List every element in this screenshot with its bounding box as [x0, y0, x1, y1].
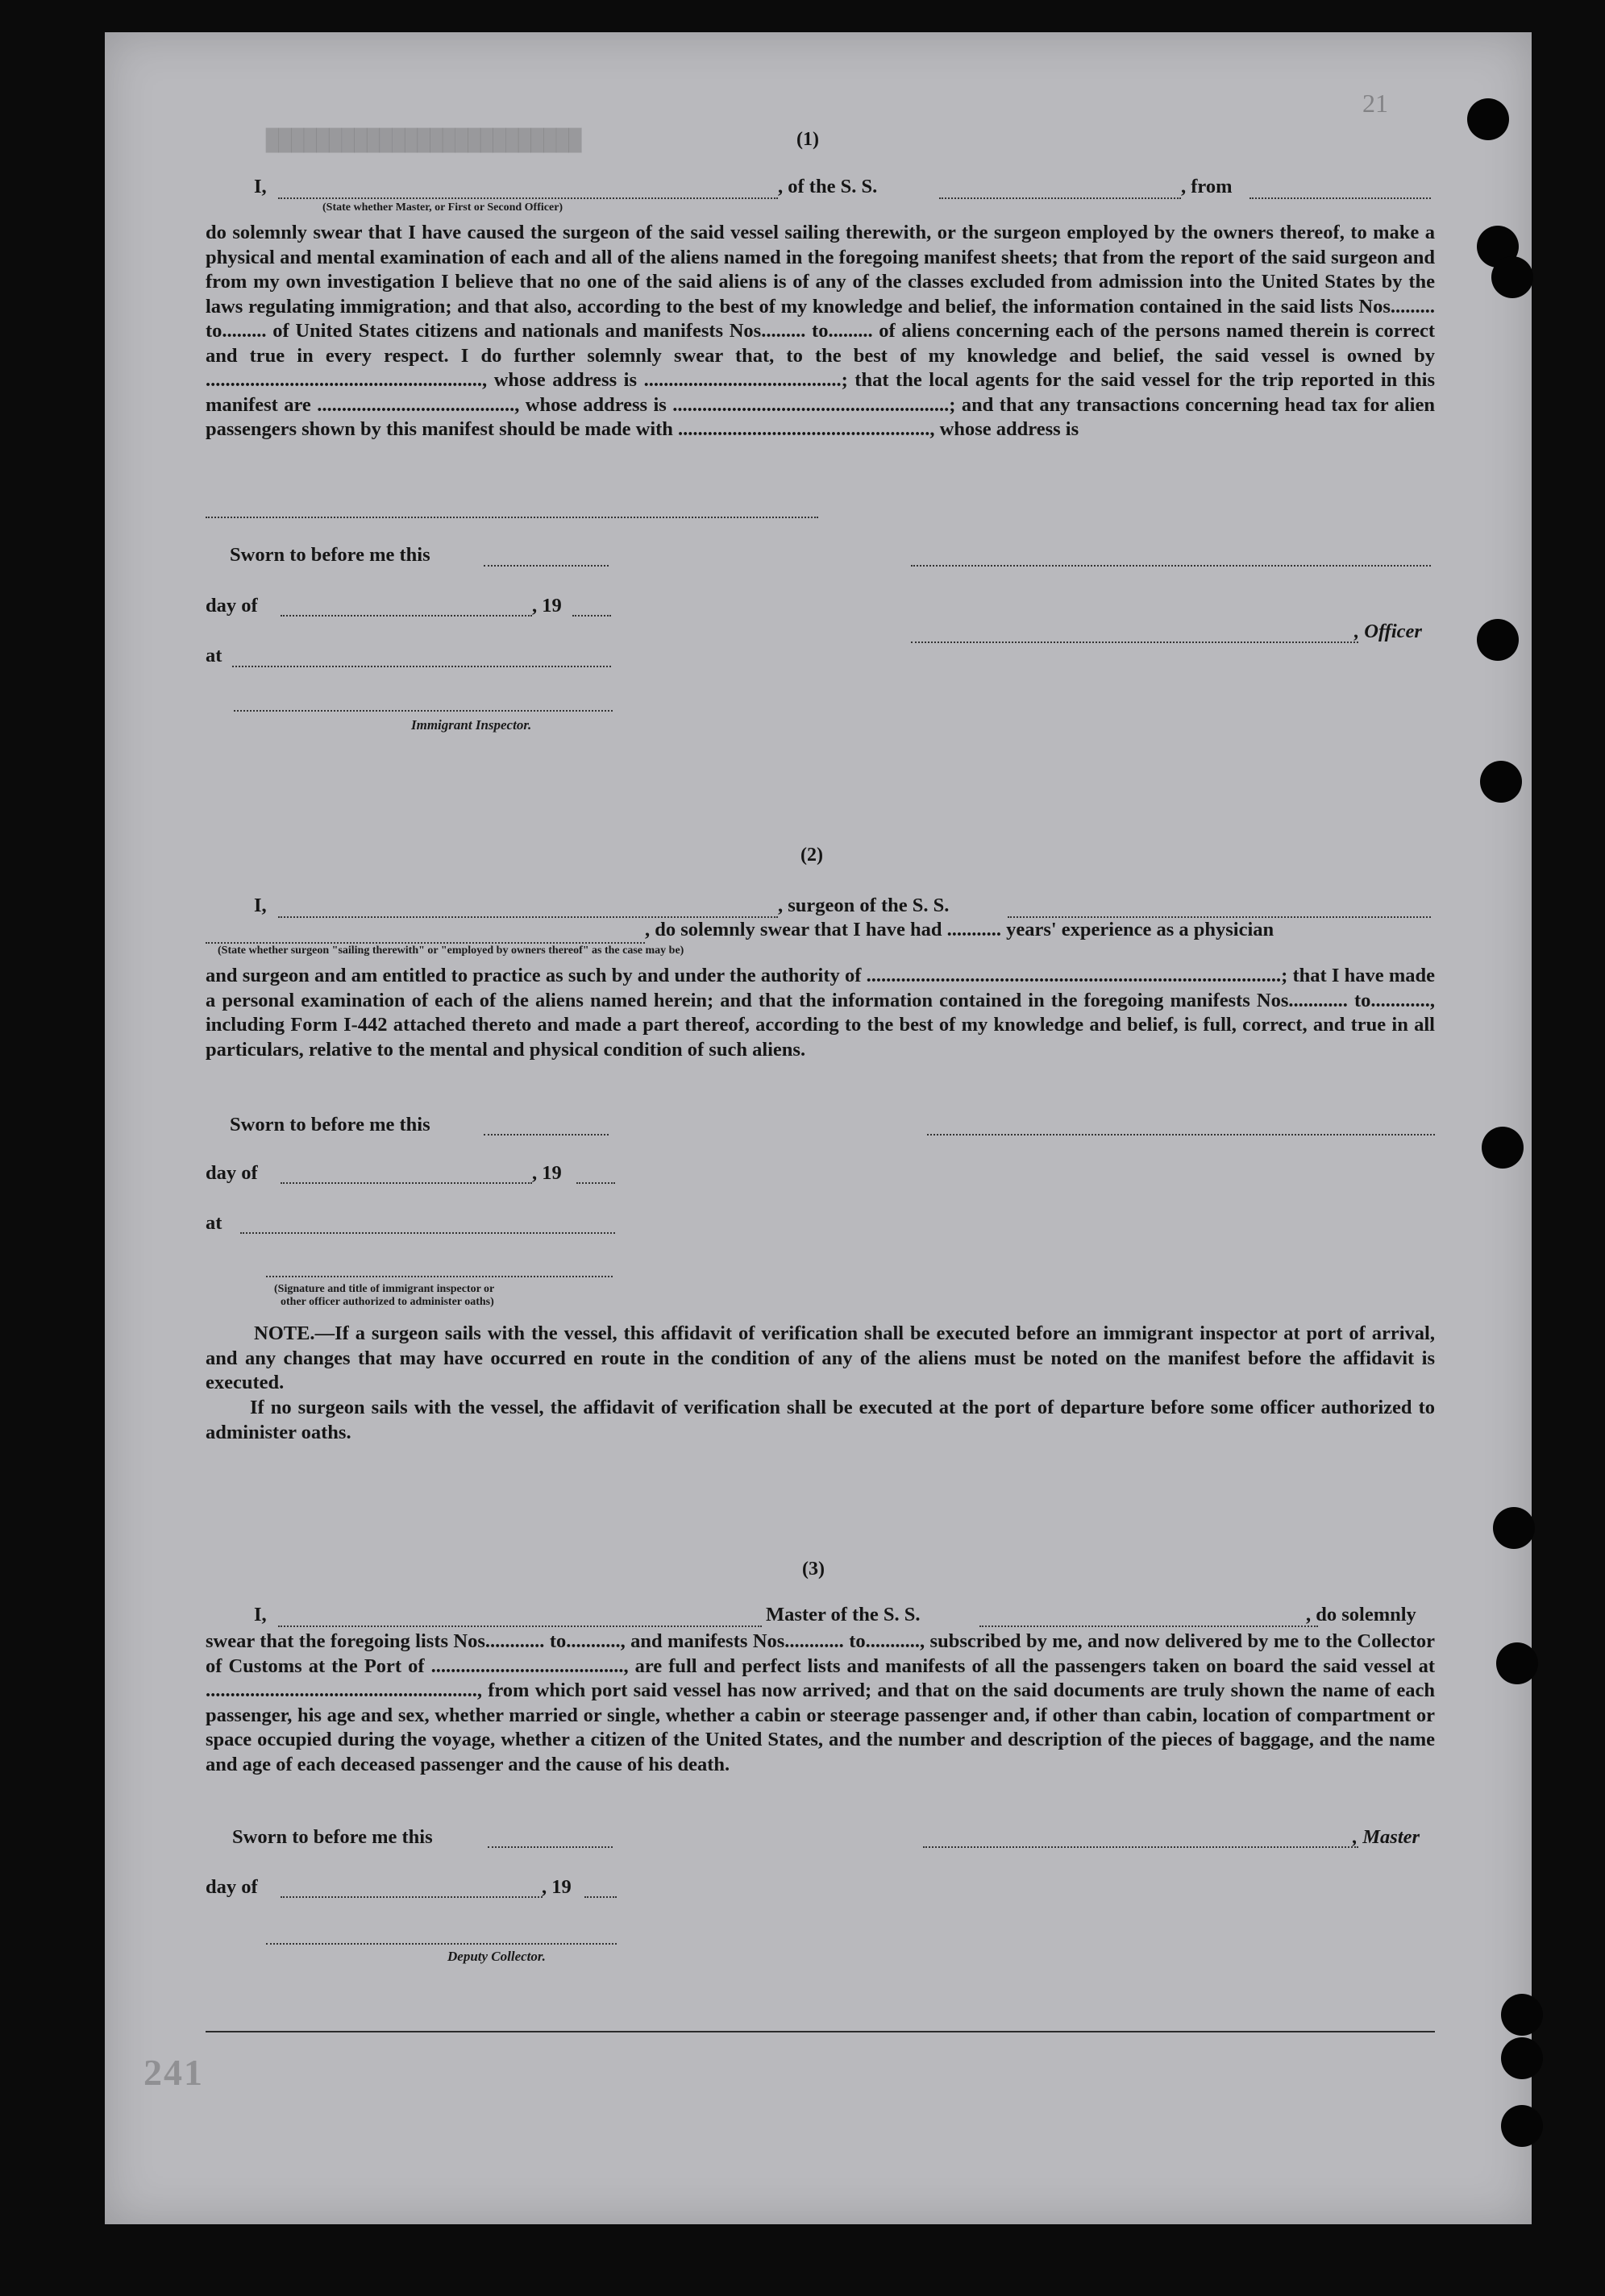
section3-master-signature-label: , Master	[1353, 1826, 1420, 1848]
section2-year-field[interactable]	[576, 1181, 615, 1184]
section1-inspector-label: Immigrant Inspector.	[411, 717, 532, 733]
section2-day-of-label: day of	[206, 1162, 258, 1184]
punch-hole	[1477, 619, 1519, 661]
section2-note-2: If no surgeon sails with the vessel, the affidavit of verification shall be executed at the port of departure before some officer authorized to administer oaths.	[206, 1397, 1435, 1443]
punch-hole	[1501, 2037, 1543, 2079]
section3-i-label: I,	[254, 1604, 267, 1625]
punch-hole	[1496, 1642, 1538, 1684]
section2-paragraph: and surgeon and am entitled to practice as such by and under the authority of ....................................................................................; that I have made a personal examination of each of the aliens named herein; and that the information contained in the foregoing manifests Nos............ to............, including Form I-442 attached thereto and made a part thereof, according to the best of my knowledge and belief, is full, correct, and true in all particulars, relative to the mental and physical condition of such aliens.	[206, 965, 1435, 1061]
section1-sworn-label: Sworn to before me this	[230, 544, 430, 566]
section3-sworn-label: Sworn to before me this	[232, 1826, 433, 1848]
bottom-rule	[206, 2031, 1435, 2032]
section3-day-of-label: day of	[206, 1876, 258, 1898]
section3-year-label: , 19	[542, 1876, 572, 1898]
section1-inspector-line[interactable]	[234, 709, 613, 712]
section1-day-of-label: day of	[206, 595, 258, 617]
section1-sworn-field[interactable]	[484, 564, 609, 567]
section1-oath-line	[254, 176, 267, 198]
punch-hole	[1501, 2105, 1543, 2147]
section2-name-field[interactable]	[278, 915, 778, 918]
section1-name-field[interactable]	[278, 197, 778, 199]
section2-sworn-label: Sworn to before me this	[230, 1114, 430, 1136]
section1-title: (1)	[796, 129, 819, 150]
punch-hole	[1493, 1507, 1535, 1549]
section2-note	[206, 1322, 1435, 1396]
section3-paragraph: swear that the foregoing lists Nos............ to..........., and manifests Nos............ to..........., subscribed by me, and now delivered by me to the Collector of Customs at the Port of ......................................., are full and perfect lists and manifests of all the passengers taken on board the said vessel at ......................................................., from which port said vessel has now arrived; and that on the said documents are truly shown the name of each passenger, his age and sex, whether married or single, whether a cabin or steerage passenger and, if other than cabin, location of compartment or space occupied during the voyage, whether a citizen of the United States, and the number and description of the pieces of baggage, and the name and age of each deceased passenger and the cause of his death.	[206, 1630, 1435, 1775]
punch-hole	[1467, 98, 1509, 140]
section1-ss-label: , of the S. S.	[778, 176, 878, 197]
section1-ship-field[interactable]	[939, 197, 1181, 199]
page-stamp: 241	[143, 2052, 204, 2093]
punch-hole	[1480, 761, 1522, 803]
bleed-through-text: █████████████████████████	[266, 129, 582, 153]
section2-line2: , do solemnly swear that I have had ........... years' experience as a physician	[645, 919, 1274, 940]
punch-hole	[1501, 1994, 1543, 2036]
section2-surgeon-label: , surgeon of the S. S.	[778, 895, 950, 916]
punch-hole	[1491, 256, 1533, 298]
section2-year-label: , 19	[532, 1162, 562, 1184]
section1-year-label: , 19	[532, 595, 562, 617]
section2-i-label: I,	[254, 895, 267, 916]
section2-signature-line[interactable]	[927, 1133, 1435, 1136]
section1-at-label: at	[206, 645, 222, 666]
section2-at-field[interactable]	[240, 1231, 615, 1234]
section1-officer-line[interactable]	[911, 641, 1358, 643]
section1-at-field[interactable]	[232, 665, 611, 667]
section3-year-field[interactable]	[584, 1895, 617, 1898]
section1-year-field[interactable]	[572, 614, 611, 617]
section1-address-line[interactable]	[206, 516, 818, 518]
section1-caption: (State whether Master, or First or Second Officer)	[322, 201, 563, 214]
note-text: —If a surgeon sails with the vessel, this affidavit of verification shall be executed before an immigrant inspector at port of arrival, and any changes that may have occurred en route in the condition of any of the aliens must be noted on the manifest before the affidavit is executed.	[206, 1322, 1435, 1393]
section1-paragraph: do solemnly swear that I have caused the surgeon of the said vessel sailing therewith, or the surgeon employed by the owners thereof, to make a physical and mental examination of each and all of the aliens named in the foregoing manifest sheets; that from the report of the said surgeon and from my own investigation I believe that no one of the said aliens is of any of the classes excluded from admission into the United States by the laws regulating immigration; and that also, according to the best of my knowledge and belief, the information contained in the said lists Nos......... to......... of United States citizens and nationals and manifests Nos......... to......... of aliens concerning each of the persons named therein is correct and true in every respect. I do further solemnly swear that, to the best of my knowledge and belief, the said vessel is owned by ........................................................, whose address is ........................................; that the local agents for the said vessel for the trip reported in this manifest are ........................................, whose address is ........................................................; and that any transactions concerning head tax for alien passengers shown by this manifest should be made with ..................................................., whose address is	[206, 222, 1435, 440]
section1-officer-signature-line[interactable]	[911, 564, 1431, 567]
section3-master-label: Master of the S. S.	[766, 1604, 921, 1625]
section2-title: (2)	[800, 845, 823, 866]
section3-title: (3)	[802, 1559, 825, 1580]
section3-deputy-line[interactable]	[266, 1942, 617, 1945]
punch-hole	[1482, 1127, 1524, 1169]
section1-day-field[interactable]	[281, 614, 532, 617]
section1-from-label: , from	[1181, 176, 1233, 197]
section2-day-field[interactable]	[281, 1181, 532, 1184]
section2-signature-caption-2: other officer authorized to administer oaths)	[281, 1296, 494, 1308]
section3-day-field[interactable]	[281, 1895, 543, 1898]
section2-status-field[interactable]	[206, 941, 645, 944]
section3-master-signature-line[interactable]	[923, 1846, 1358, 1848]
section3-ship-field[interactable]	[979, 1625, 1318, 1627]
page-number: 21	[1362, 89, 1388, 118]
section2-sworn-field[interactable]	[484, 1133, 609, 1136]
section2-at-label: at	[206, 1212, 222, 1234]
section3-name-field[interactable]	[278, 1625, 762, 1627]
section3-solemnly-label: , do solemnly	[1306, 1604, 1416, 1625]
section2-caption: (State whether surgeon "sailing therewith" or "employed by owners thereof" as the case may be)	[218, 945, 684, 957]
section3-deputy-label: Deputy Collector.	[447, 1949, 546, 1964]
section3-sworn-field[interactable]	[488, 1846, 613, 1848]
section1-i-label: I,	[254, 176, 267, 197]
section2-ship-field[interactable]	[1008, 915, 1431, 918]
section2-officer-line[interactable]	[266, 1275, 613, 1277]
section1-officer-label: , Officer	[1354, 621, 1422, 642]
section1-from-field[interactable]	[1249, 197, 1431, 199]
section2-signature-caption-1: (Signature and title of immigrant inspector or	[274, 1283, 495, 1295]
note-label: NOTE.	[254, 1322, 315, 1344]
